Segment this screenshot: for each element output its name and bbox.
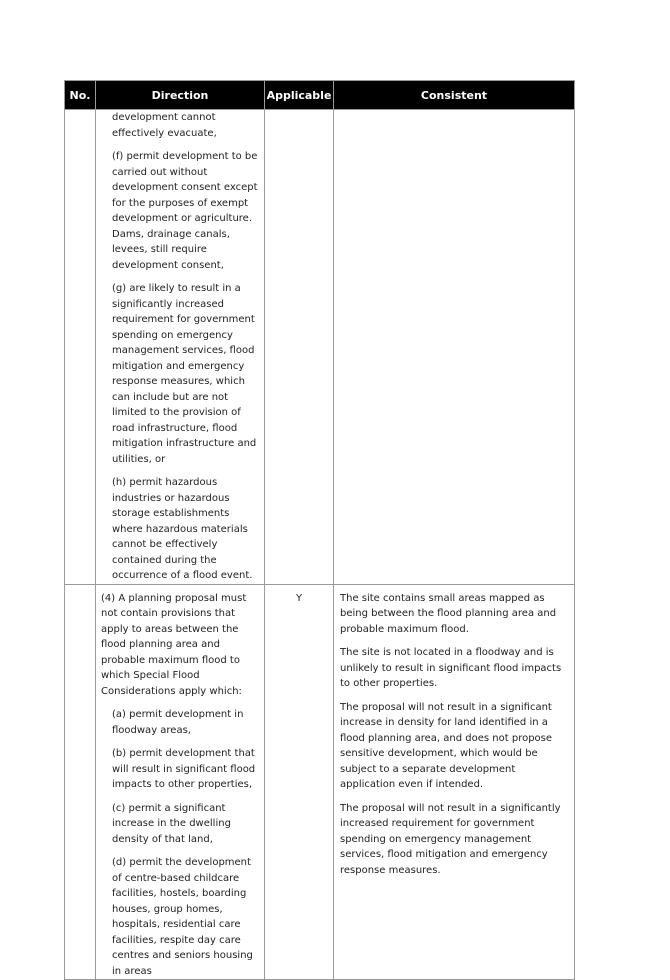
direction-table: [64, 80, 575, 980]
cell-consistent: [334, 584, 575, 980]
header-applicable: Applicable: [265, 81, 334, 110]
cell-applicable: [265, 110, 334, 585]
direction-sub-list: [101, 707, 260, 979]
cell-direction: [96, 110, 265, 585]
direction-paragraph: (g) are likely to result in a significantly increased requirement for government spending on emergency management services, flood mitigation and emergency response measures, which can include but are not limited to the provision of road infrastructure, flood mitigation infrastructure and utilities, or: [112, 283, 257, 465]
direction-item: (c) permit a significant increase in the dwelling density of that land,: [112, 802, 231, 845]
table-header-row: [65, 81, 575, 110]
header-consistent: Consistent: [334, 81, 575, 110]
direction-paragraph: development cannot effectively evacuate,: [112, 112, 217, 139]
cell-no: [65, 584, 96, 980]
header-no: No.: [65, 81, 96, 110]
consistent-paragraph: The site is not located in a floodway and is unlikely to result in significant flood impacts to other properties.: [340, 647, 562, 689]
direction-item: (b) permit development that will result in significant flood impacts to other properties,: [112, 748, 256, 790]
consistent-paragraph: The site contains small areas mapped as being between the flood planning area and probable maximum flood.: [340, 592, 557, 635]
cell-applicable: Y: [265, 584, 334, 980]
cell-consistent: [334, 110, 575, 585]
header-direction: Direction: [96, 81, 265, 110]
cell-no: [65, 110, 96, 585]
direction-item: (a) permit development in floodway areas,: [112, 709, 244, 736]
direction-paragraph: (f) permit development to be carried out without development consent except for the purposes of exempt development or agriculture. Dams, drainage canals, levees, still require development consent,: [112, 151, 258, 271]
cell-direction: [96, 584, 265, 980]
consistent-paragraph: The proposal will not result in a significantly increased requirement for government spending on emergency management services, flood mitigation and emergency response measures.: [340, 802, 561, 876]
consistent-paragraph: The proposal will not result in a significant increase in density for land identified in a flood planning area, and does not propose sensitive development, which would be subject to a separate development application even if intended.: [340, 701, 553, 790]
direction-item: (d) permit the development of centre-based childcare facilities, hostels, boarding houses, group homes, hospitals, residential care facilities, respite day care centres and seniors housing in areas: [112, 857, 253, 977]
direction-intro: (4) A planning proposal must not contain provisions that apply to areas between the flood planning area and probable maximum flood to which Special Flood Considerations apply which:: [101, 592, 247, 697]
table-row: [65, 110, 575, 585]
table-row: [65, 584, 575, 980]
direction-paragraph: (h) permit hazardous industries or hazardous storage establishments where hazardous materials cannot be effectively contained during the occurrence of a flood event.: [112, 477, 253, 581]
